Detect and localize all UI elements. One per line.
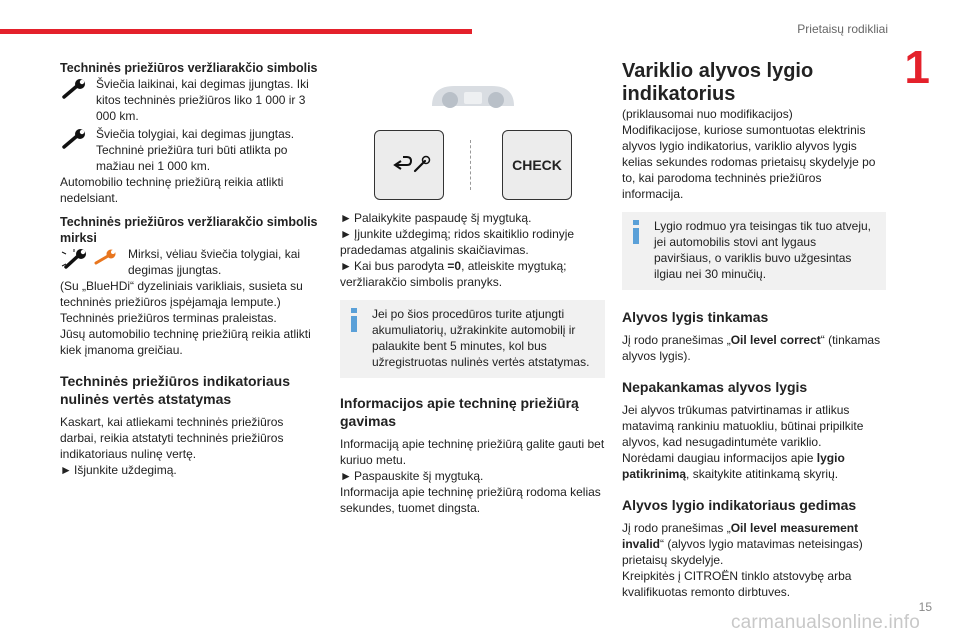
step-release: ► Kai bus parodyta =0, atleiskite mygtuką; veržliarakčio simbolis pranyks.: [340, 259, 567, 289]
reset-step-ignition-off: ► Išjunkite uždegimą.: [60, 463, 177, 477]
service-asap-text: Jūsų automobilio techninę priežiūrą reikia atlikti kiek įmanoma greičiau.: [60, 327, 311, 357]
page-number: 15: [918, 600, 932, 614]
column-2: [340, 74, 605, 516]
wrench-immediate-text: Automobilio techninę priežiūrą reikia atlikti nedelsiant.: [60, 175, 284, 205]
note-box-level: [622, 212, 886, 290]
column-1: [60, 60, 320, 478]
instrument-panel-illustration: [340, 74, 605, 204]
overdue-text: Techninės priežiūros terminas praleistas.: [60, 311, 277, 325]
oil-fault-text: Jį rodo pranešimas „Oil level measurement invalid“ (alyvos lygio matavimas neteisingas) prietaisų skydelyje.: [622, 521, 863, 567]
divider-line: [470, 140, 471, 190]
chapter-number: 1: [904, 41, 930, 93]
reset-button[interactable]: [374, 130, 444, 200]
wrench-temporary-text: Šviečia laikinai, kai degimas įjungtas. Iki kitos techninės priežiūros liko 1 000 ir 3 000 km.: [96, 77, 309, 123]
section-title-wrench-symbol: Techninės priežiūros veržliarakčio simbolis: [60, 61, 318, 75]
service-info-step: ► Paspauskite šį mygtuką.: [340, 469, 484, 483]
section-title-oil-level: Variklio alyvos lygio indikatorius: [622, 60, 814, 105]
section-title-oil-ok: Alyvos lygis tinkamas: [622, 309, 769, 325]
oil-fault-contact: Kreipkitės į CITROËN tinklo atstovybę arba kvalifikuotas remonto dirbtuves.: [622, 569, 852, 599]
running-header: Prietaisų rodikliai: [797, 22, 888, 36]
step-ignition-on: ► Įjunkite uždegimą; ridos skaitiklio rodinyje pradedamas atgalinis skaičiavimas.: [340, 227, 575, 257]
column-3: [622, 60, 886, 600]
oil-intro-text: Modifikacijose, kuriose sumontuotas elektrinis alyvos lygio indikatorius, variklio alyvos lygis kelias sekundes rodomas prietaisų skydelyje po to, kai parodoma techninės priežiūros informacija.: [622, 123, 876, 201]
oil-low-more: Norėdami daugiau informacijos apie lygio patikrinimą, skaitykite atitinkamą skyrių.: [622, 451, 845, 481]
note-battery-text: Jei po šios procedūros turite atjungti akumuliatorių, užrakinkite automobilį ir palaukite bent 5 minutes, kol bus užregistruotas nulinės vertės atstatymas.: [372, 307, 590, 369]
oil-version-note: (priklausomai nuo modifikacijos): [622, 107, 793, 121]
service-info-text: Informaciją apie techninę priežiūrą galite gauti bet kuriuo metu.: [340, 437, 605, 467]
section-title-service-info: Informacijos apie techninę priežiūrą gavimas: [340, 395, 579, 429]
note-box-battery: [340, 300, 605, 378]
reset-intro-text: Kaskart, kai atliekami techninės priežiūros darbai, reikia atstatyti techninės priežiūros indikatoriaus nulinę vertę.: [60, 415, 284, 461]
reset-arrow-icon: [375, 131, 443, 199]
info-icon: [632, 220, 640, 244]
section-title-oil-fault: Alyvos lygio indikatoriaus gedimas: [622, 497, 857, 513]
wrench-blinking-item: [60, 246, 320, 278]
wrench-icon: [60, 78, 90, 100]
info-icon: [350, 308, 358, 332]
wrench-blinking-icon: [60, 248, 124, 270]
step-hold-button: ► Palaikykite paspaudę šį mygtuką.: [340, 211, 532, 225]
header-red-bar: [0, 29, 472, 34]
section-title-oil-low: Nepakankamas alyvos lygis: [622, 379, 808, 395]
service-info-duration: Informacija apie techninę priežiūrą rodoma kelias sekundes, tuomet dingsta.: [340, 485, 601, 515]
wrench-blinking-text: Mirksi, vėliau šviečia tolygiai, kai degimas įjungtas.: [128, 247, 301, 277]
wrench-temporary-item: [60, 76, 320, 124]
oil-ok-text: Jį rodo pranešimas „Oil level correct“ (tinkamas alyvos lygis).: [622, 333, 881, 363]
section-title-wrench-blinking: Techninės priežiūros veržliarakčio simbolis mirksi: [60, 215, 318, 245]
watermark: carmanualsonline.info: [730, 612, 920, 633]
wrench-fixed-item: [60, 126, 320, 174]
oil-low-text: Jei alyvos trūkumas patvirtinamas ir atlikus matavimą rankiniu matuokliu, būtinai pripilkite alyvos, kad nesugadintumėte variklio.: [622, 403, 864, 449]
check-button[interactable]: CHECK: [502, 130, 572, 200]
section-title-reset: Techninės priežiūros indikatoriaus nulinės vertės atstatymas: [60, 373, 291, 407]
wrench-fixed-text: Šviečia tolygiai, kai degimas įjungtas. Techninė priežiūra turi būti atlikta po mažiau nei 1 000 km.: [96, 127, 295, 173]
note-level-text: Lygio rodmuo yra teisingas tik tuo atveju, jei automobilis stovi ant lygaus paviršiaus, o variklis buvo užgesintas ilgiau nei 30 minučių.: [654, 219, 872, 281]
wrench-icon: [60, 128, 90, 150]
dashboard-icon: [428, 78, 518, 114]
bluehdi-note: (Su „BlueHDi“ dyzeliniais varikliais, susieta su techninės priežiūros įspėjamąja lempute.): [60, 279, 303, 309]
